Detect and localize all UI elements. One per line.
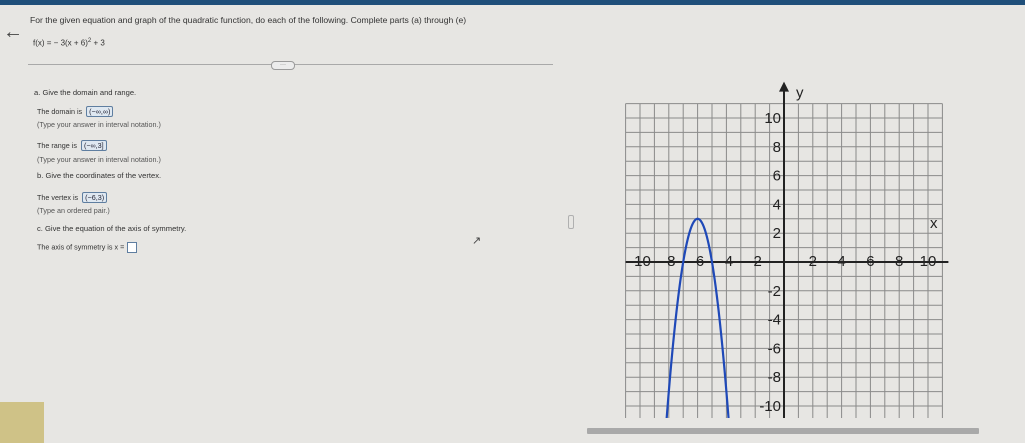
vertex-prefix: The vertex is [37, 193, 79, 202]
equation-exponent: 2 [87, 38, 92, 44]
domain-hint: (Type your answer in interval notation.) [37, 120, 161, 129]
quadratic-graph [598, 8, 1015, 418]
x-tick-label: -10 [629, 253, 651, 270]
y-tick-label: -10 [759, 398, 781, 415]
top-bar [0, 0, 1025, 5]
x-tick-label: -2 [748, 253, 762, 270]
x-tick-label: -8 [662, 253, 676, 270]
equation-lhs: f(x) = − 3(x + 6) [33, 38, 88, 48]
x-tick-label: -4 [719, 253, 734, 270]
horizontal-scrollbar[interactable] [587, 428, 979, 434]
y-tick-label: -8 [767, 369, 781, 387]
y-tick-label: 4 [772, 196, 781, 214]
back-arrow-icon[interactable]: ← [3, 21, 23, 43]
y-axis-label: y [796, 84, 804, 102]
x-axis-label: x [930, 215, 938, 232]
mouse-cursor-icon: ↗ [472, 235, 482, 247]
part-a-heading: a. Give the domain and range. [34, 88, 137, 97]
x-tick-label: 6 [866, 253, 875, 270]
x-tick-label: -6 [690, 253, 705, 270]
axis-prefix: The axis of symmetry is x = [37, 242, 125, 252]
range-answer-field[interactable]: (−∞,3] [81, 140, 107, 151]
range-prefix: The range is [37, 141, 77, 150]
x-tick-label: 2 [808, 253, 817, 270]
domain-answer-field[interactable]: (−∞,∞) [86, 106, 113, 117]
range-hint: (Type your answer in interval notation.) [37, 155, 161, 164]
y-tick-label: 6 [772, 167, 781, 185]
x-tick-label: 8 [895, 253, 904, 270]
vertex-hint: (Type an ordered pair.) [37, 206, 110, 215]
instructions-text: For the given equation and graph of the quadratic function, do each of the following. Complete parts (a) through (e) [30, 15, 467, 25]
range-line [37, 140, 107, 151]
part-b-heading: b. Give the coordinates of the vertex. [37, 171, 162, 180]
y-tick-label: 10 [764, 110, 781, 127]
part-c-heading: c. Give the equation of the axis of symmetry. [37, 224, 187, 233]
equation [33, 38, 105, 48]
y-tick-label: 2 [772, 225, 781, 243]
x-tick-label: 4 [837, 253, 846, 270]
domain-prefix: The domain is [37, 107, 83, 116]
expand-more-button[interactable]: ··· [271, 61, 295, 70]
y-axis-arrow-icon [779, 82, 789, 92]
y-tick-label: -6 [767, 340, 781, 358]
y-tick-label: 8 [772, 138, 781, 156]
x-tick-label: 10 [919, 253, 937, 270]
vertex-answer-field[interactable]: (−6,3) [82, 192, 107, 203]
equation-rhs: + 3 [91, 38, 105, 48]
panel-resize-handle[interactable] [568, 215, 574, 229]
bottom-left-panel [0, 402, 44, 443]
axis-answer-input[interactable] [127, 242, 137, 253]
vertex-line [37, 192, 107, 203]
domain-line [37, 106, 113, 117]
axis-line [37, 242, 137, 253]
y-tick-label: -2 [767, 282, 781, 300]
y-tick-label: -4 [767, 311, 781, 329]
